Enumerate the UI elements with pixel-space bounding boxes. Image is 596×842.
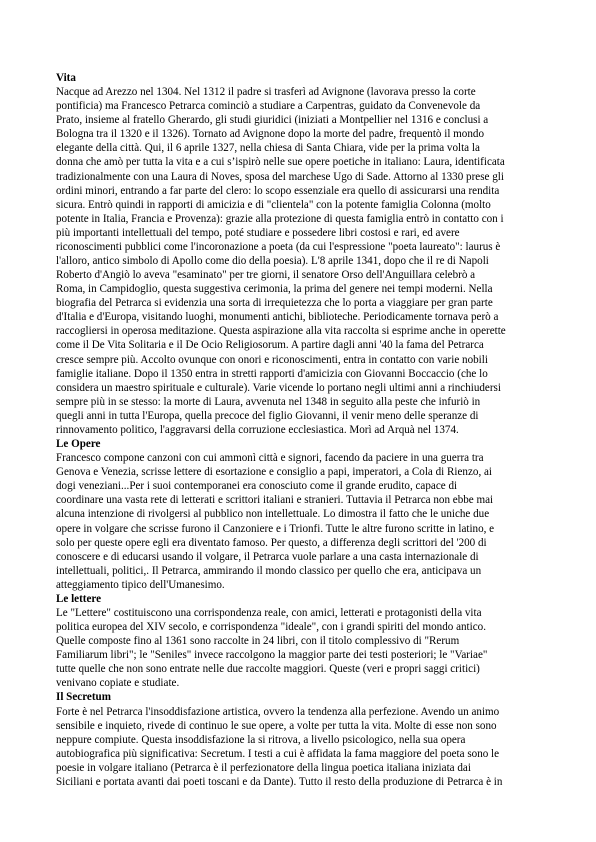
section-body-il-secretum [56, 705, 545, 789]
text-line: venivano copiate e studiate. [56, 677, 180, 690]
text-line: dogi veneziani...Per i suoi contemporanei era conosciuto come il grande erudito, capace di [56, 480, 458, 493]
text-line: opere in volgare che scrisse furono il Canzoniere e i Trionfi. Tutte le altre furono scritte in latino, e [56, 522, 495, 535]
section-heading-vita: Vita [56, 72, 76, 84]
section-body-vita [56, 85, 545, 437]
text-line: elegante della città. Qui, il 6 aprile 1327, nella chiesa di Santa Chiara, vide per la prima volta la [56, 142, 480, 155]
text-line: conoscere e di educarsi usando il volgare, il Petrarca vuole parlare a una casta internazionale di [56, 550, 479, 563]
text-line: sicura. Entrò quindi in rapporti di amicizia e di "clientela" con la potente famiglia Colonna (molto [56, 198, 491, 211]
text-line: solo per queste opere egli era diventato famoso. Per questo, a differenza degli scrittori del '200 di [56, 536, 487, 549]
text-line: Roberto d'Angiò lo aveva "esaminato" per tre giorni, il senatore Orso dell'Anguillara celebrò a [56, 269, 476, 282]
text-line: biografia del Petrarca si evidenzia una sorta di irrequietezza che lo porta a viaggiare per gran parte [56, 297, 493, 310]
text-line: Francesco compone canzoni con cui ammonì città e signori, facendo da paciere in una guerra tra [56, 452, 484, 465]
text-line: Quelle composte fino al 1361 sono raccolte in 24 libri, con il titolo complessivo di "Rerum [56, 635, 460, 648]
text-line: coordinare una vasta rete di letterati e scrittori italiani e stranieri. Tuttavia il Petrarca non ebbe mai [56, 494, 494, 507]
document-page [56, 71, 545, 789]
section-body-le-lettere [56, 606, 545, 690]
text-line: Siciliani e portata avanti dai poeti toscani e da Dante). Tutto il resto della produzione di Petrarca è in [56, 775, 503, 788]
text-line: quegli anni in tutta l'Europa, quella precoce del figlio Giovanni, il venir meno delle speranze di [56, 409, 479, 422]
text-line: Nacque ad Arezzo nel 1304. Nel 1312 il padre si trasferì ad Avignone (lavorava presso la corte [56, 86, 476, 99]
text-line: atteggiamento tipico dell'Umanesimo. [56, 578, 225, 591]
text-line: donna che amò per tutta la vita e a cui s’ispirò nelle sue opere poetiche in italiano: Laura, identificata [56, 156, 505, 169]
text-line: sempre più in se stesso: la morte di Laura, avvenuta nel 1348 in seguito alla peste che infuriò in [56, 395, 481, 408]
text-line: Prato, insieme al fratello Gherardo, gli studi giuridici (iniziati a Montpellier nel 1316 e conclusi a [56, 114, 489, 127]
text-line: più importanti intellettuali del tempo, poté studiare e possedere libri costosi e rari, ed avere [56, 226, 460, 239]
text-line: ordini minori, entrando a far parte del clero: lo scopo essenziale era quello di assicurarsi una rendita [56, 184, 500, 197]
text-line: l'alloro, antico simbolo di Apollo come dio della poesia). L'8 aprile 1341, dopo che il re di Napoli [56, 255, 489, 268]
text-line: Familiarum libri"; le "Seniles" invece raccolgono la maggior parte dei testi posteriori; le "Variae" [56, 649, 488, 662]
text-line: Forte è nel Petrarca l'insoddisfazione artistica, ovvero la tendenza alla perfezione. Avendo un animo [56, 705, 500, 718]
text-line: Genova e Venezia, scrisse lettere di esortazione e consiglio a papi, imperatori, a Cola di Rienzo, ai [56, 466, 492, 479]
text-line: poesie in volgare italiano (Petrarca è il perfezionatore della lingua poetica italiana iniziata dai [56, 761, 471, 774]
text-line: autobiografica più significativa: Secretum. I testi a cui è affidata la fama maggiore del poeta sono le [56, 747, 500, 760]
text-line: famiglie italiane. Dopo il 1350 entra in stretti rapporti d'amicizia con Giovanni Boccaccio (che lo [56, 367, 488, 380]
text-line: neppure compiute. Questa insoddisfazione la si ritrova, a livello psicologico, nella sua opera [56, 733, 466, 746]
text-line: tutte quelle che non sono entrate nelle due raccolte maggiori. Queste (veri e propri saggi critici) [56, 663, 480, 676]
text-line: considera un maestro spirituale e culturale). Varie vicende lo portano negli ultimi anni a rinchiudersi [56, 381, 501, 394]
text-line: riconoscimenti pubblici come l'incoronazione a poeta (da cui l'espressione "poeta laureato": laurus è [56, 240, 501, 253]
text-line: alcuna intenzione di rivolgersi al pubblico non intellettuale. Lo dimostra il fatto che le uniche due [56, 508, 490, 521]
section-heading-le-opere: Le Opere [56, 438, 101, 451]
text-line: come il De Vita Solitaria e il De Ocio Religiosorum. A partire dagli anni '40 la fama del Petrarca [56, 339, 484, 352]
text-line: d'Italia e d'Europa, visitando luoghi, monumenti antichi, biblioteche. Periodicamente tornava però a [56, 311, 499, 324]
text-line: pontificia) ma Francesco Petrarca cominciò a studiare a Carpentras, guidato da Convenevole da [56, 100, 481, 113]
section-heading-il-secretum: Il Secretum [56, 691, 111, 704]
text-line: politica europea del XIV secolo, e corrispondenza "ideale", con i grandi spiriti del mondo antico. [56, 621, 486, 634]
text-line: tradizionalmente con una Laura di Noves, sposa del marchese Ugo di Sade. Attorno al 1330 prese gli [56, 170, 504, 183]
section-body-le-opere [56, 451, 545, 592]
section-heading-le-lettere: Le lettere [56, 592, 102, 605]
text-line: Bologna tra il 1320 e il 1326). Tornato ad Avignone dopo la morte del padre, frequentò il mondo [56, 128, 484, 141]
text-line: Le "Lettere" costituiscono una corrispondenza reale, con amici, letterati e protagonisti della vita [56, 606, 482, 619]
text-line: potente in Italia, Francia e Provenza): grazie alla protezione di questa famiglia entrò in contatto con i [56, 212, 504, 225]
text-line: sensibile e inquieto, rivede di continuo le sue opere, a volte per tutta la vita. Molte di esse non sono [56, 719, 497, 732]
text-line: raccogliersi in operosa meditazione. Questa aspirazione alla vita raccolta si esprime anche in operette [56, 325, 506, 338]
text-line: intellettuali, politici,. Il Petrarca, ammirando il mondo classico per quello che era, anticipava un [56, 564, 482, 577]
text-line: rinnovamento politico, l'aggravarsi della corruzione ecclesiastica. Morì ad Arquà nel 1374. [56, 423, 459, 436]
text-line: cresce sempre più. Accolto ovunque con onori e riconoscimenti, entra in contatto con varie nobili [56, 353, 488, 366]
text-line: Roma, in Campidoglio, questa suggestiva cerimonia, la prima del genere nei tempi moderni. Nella [56, 283, 493, 296]
